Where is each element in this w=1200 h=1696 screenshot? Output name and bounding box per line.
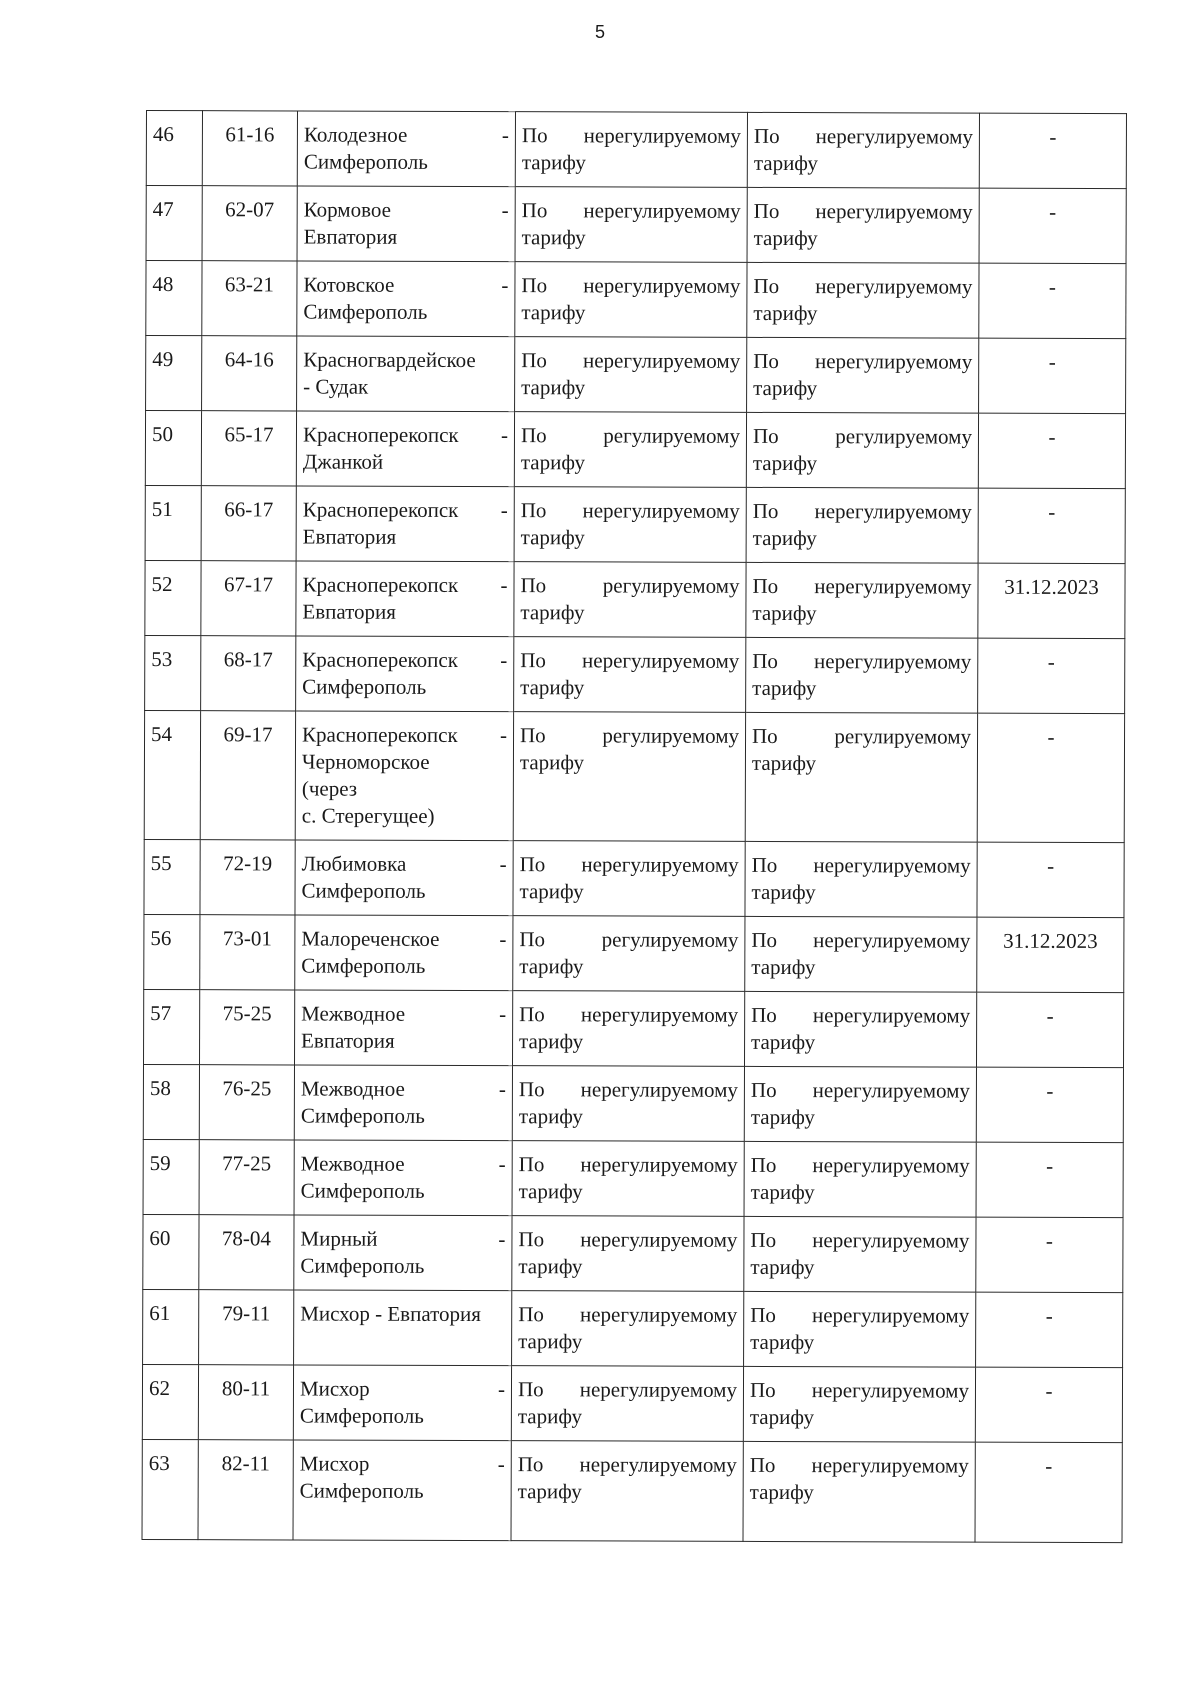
current-tariff-line: По нерегулируемому [520, 498, 740, 523]
current-tariff-line: По нерегулируемому [521, 123, 741, 148]
route-dash: - [501, 198, 509, 223]
route-start-point: Красноперекопск [302, 722, 458, 747]
route-name-cell [294, 1290, 512, 1366]
route-dash: - [500, 573, 508, 598]
route-register-number-cell: 62-07 [202, 186, 297, 261]
planned-tariff-cell [745, 841, 977, 917]
route-start-point: Мисхор - Евпатория [300, 1301, 481, 1327]
route-dash: - [497, 1452, 505, 1477]
planned-tariff-cell [743, 1441, 975, 1542]
route-start-point: Любимовка [301, 851, 407, 876]
planned-tariff-line: По нерегулируемому [751, 927, 971, 953]
change-date-cell: - [975, 1442, 1122, 1542]
route-start-point: Красноперекопск [302, 422, 459, 447]
planned-tariff-line: тарифу [750, 1254, 815, 1280]
route-register-number-cell: 80-11 [198, 1365, 293, 1440]
planned-tariff-line: тарифу [750, 1179, 815, 1205]
current-tariff-line: По регулируемому [520, 723, 740, 748]
table-row [145, 411, 1125, 489]
current-tariff-cell [515, 187, 747, 263]
row-number-cell: 62 [142, 1364, 198, 1439]
route-dash: - [500, 423, 509, 448]
change-date-cell: - [976, 992, 1123, 1067]
current-tariff-line: По нерегулируемому [518, 1227, 738, 1252]
table-row [142, 1364, 1122, 1442]
planned-tariff-line: По нерегулируемому [752, 648, 972, 674]
planned-tariff-line: тарифу [749, 1404, 815, 1430]
planned-tariff-cell [744, 1066, 976, 1142]
route-name-cell [296, 636, 514, 712]
current-tariff-line: тарифу [518, 1329, 583, 1354]
route-name-line [303, 271, 508, 299]
current-tariff-line: тарифу [518, 1254, 583, 1279]
route-dash: - [498, 1227, 506, 1252]
row-number-cell: 59 [143, 1139, 199, 1214]
planned-tariff-cell [747, 187, 979, 263]
current-tariff-cell [511, 1441, 743, 1542]
current-tariff-line: По нерегулируемому [518, 1302, 738, 1327]
change-date-cell: - [978, 638, 1125, 713]
route-register-number-cell: 82-11 [198, 1440, 293, 1540]
route-start-point: Межводное [300, 1151, 405, 1176]
route-end-point: Евпатория [301, 1028, 395, 1053]
current-tariff-line: По нерегулируемому [518, 1077, 738, 1102]
planned-tariff-line: тарифу [753, 150, 818, 176]
table-row [146, 186, 1126, 264]
current-tariff-line: По нерегулируемому [520, 648, 740, 673]
route-name-cell [294, 1140, 512, 1216]
route-start-point: Кормовое [303, 197, 392, 222]
current-tariff-line: тарифу [518, 1179, 583, 1204]
current-tariff-line: тарифу [519, 750, 585, 775]
row-number-cell: 53 [145, 635, 201, 710]
route-name-line [302, 571, 507, 599]
table-row [143, 1139, 1123, 1217]
route-end-point: Симферополь [302, 674, 427, 699]
planned-tariff-line: По нерегулируемому [749, 1452, 969, 1478]
current-tariff-line: По регулируемому [520, 423, 741, 448]
route-dash: - [498, 1152, 506, 1177]
current-tariff-line: тарифу [520, 675, 585, 700]
current-tariff-line: тарифу [521, 375, 586, 400]
route-dash: - [500, 723, 508, 748]
route-register-number-cell: 75-25 [200, 990, 295, 1065]
change-date-cell: - [976, 1142, 1123, 1217]
change-date-cell: - [979, 188, 1126, 263]
route-name-cell [296, 561, 514, 637]
route-dash: - [497, 1377, 506, 1402]
current-tariff-cell [514, 637, 746, 713]
planned-tariff-line: тарифу [749, 1479, 814, 1505]
current-tariff-line: тарифу [519, 879, 584, 904]
table-row [144, 989, 1124, 1067]
route-name-cell [295, 711, 513, 841]
route-end-point: Симферополь [299, 1403, 424, 1428]
planned-tariff-cell [745, 712, 977, 842]
current-tariff-line: тарифу [519, 1029, 584, 1054]
current-tariff-cell [512, 1141, 744, 1217]
route-name-line [300, 1300, 505, 1328]
current-tariff-line: По нерегулируемому [517, 1377, 738, 1402]
table-row [144, 914, 1124, 992]
routes-table-body [142, 111, 1126, 1543]
route-dash: - [499, 927, 507, 952]
current-tariff-line: тарифу [519, 954, 584, 979]
route-register-number-cell: 67-17 [201, 561, 296, 636]
route-start-point: Красногвардейское [303, 347, 476, 373]
planned-tariff-line: тарифу [750, 1329, 815, 1355]
current-tariff-cell [514, 412, 746, 488]
current-tariff-line: тарифу [521, 300, 586, 325]
route-start-point: Межводное [301, 1001, 406, 1026]
route-end-point: Евпатория [302, 599, 397, 624]
planned-tariff-cell [747, 112, 979, 188]
current-tariff-cell [515, 112, 747, 188]
route-dash [495, 1301, 505, 1328]
current-tariff-line: По регулируемому [519, 927, 739, 952]
route-end-point: Симферополь [303, 149, 428, 174]
row-number-cell: 48 [146, 261, 202, 336]
route-end-point: Симферополь [301, 953, 426, 978]
planned-tariff-line: тарифу [752, 525, 817, 551]
table-row [146, 111, 1126, 189]
route-name-cell [297, 336, 515, 412]
planned-tariff-cell [744, 991, 976, 1067]
planned-tariff-line: По регулируемому [751, 723, 972, 749]
route-name-cell [294, 1215, 512, 1291]
route-start-point: Мирный [300, 1226, 378, 1251]
route-end-point: Симферополь [301, 878, 426, 903]
row-number-cell: 46 [146, 111, 202, 186]
route-end-point: с. Стерегущее) [301, 803, 435, 828]
current-tariff-line: По нерегулируемому [521, 198, 741, 223]
route-dash: - [500, 648, 508, 673]
planned-tariff-cell [745, 916, 977, 992]
route-name-line [300, 1450, 505, 1478]
change-date-cell: - [977, 842, 1124, 917]
current-tariff-line: тарифу [521, 150, 586, 175]
current-tariff-cell [512, 1066, 744, 1142]
route-name-cell [296, 486, 514, 562]
row-number-cell: 49 [146, 336, 202, 411]
current-tariff-cell [512, 991, 744, 1067]
routes-table [142, 110, 1127, 1543]
change-date-cell: - [977, 713, 1124, 842]
row-number-cell: 57 [144, 989, 200, 1064]
current-tariff-line: тарифу [521, 225, 586, 250]
table-row [145, 635, 1125, 713]
current-tariff-line: По нерегулируемому [517, 1452, 737, 1477]
planned-tariff-line: тарифу [752, 675, 817, 701]
route-dash: - [501, 123, 509, 148]
table-row [144, 839, 1124, 917]
route-register-number-cell: 72-19 [200, 840, 295, 915]
route-name-line [303, 421, 508, 449]
current-tariff-cell [511, 1366, 743, 1442]
change-date-cell: - [975, 1367, 1122, 1442]
route-name-cell [297, 186, 515, 262]
route-start-point: Мисхор [299, 1376, 370, 1401]
route-register-number-cell: 78-04 [199, 1215, 294, 1290]
row-number-cell: 52 [145, 560, 201, 635]
current-tariff-cell [515, 337, 747, 413]
planned-tariff-cell [746, 412, 978, 488]
planned-tariff-line: тарифу [753, 375, 818, 401]
planned-tariff-line: По нерегулируемому [753, 348, 973, 374]
route-name-line [302, 721, 507, 749]
row-number-cell: 47 [146, 186, 202, 261]
route-register-number-cell: 79-11 [199, 1290, 294, 1365]
route-register-number-cell: 66-17 [201, 486, 296, 561]
planned-tariff-cell [743, 1366, 975, 1442]
route-start-point: Красноперекопск [302, 647, 458, 672]
route-name-line [304, 196, 509, 224]
route-name-cell [297, 261, 515, 337]
change-date-cell: - [976, 1217, 1123, 1292]
route-name-cell [293, 1440, 511, 1541]
route-name-line [303, 346, 508, 374]
planned-tariff-line: По нерегулируемому [750, 1152, 970, 1178]
row-number-cell: 63 [142, 1439, 198, 1539]
row-number-cell: 55 [144, 839, 200, 914]
route-start-point: Межводное [300, 1076, 405, 1101]
route-name-cell [296, 411, 514, 487]
change-date-cell: - [976, 1067, 1123, 1142]
planned-tariff-line: По нерегулируемому [752, 498, 972, 524]
route-end-point: Симферополь [300, 1103, 425, 1128]
planned-tariff-line: тарифу [753, 225, 818, 251]
planned-tariff-line: тарифу [751, 1029, 816, 1055]
route-name-cell [295, 915, 513, 991]
planned-tariff-line: тарифу [751, 954, 816, 980]
current-tariff-cell [513, 712, 745, 842]
planned-tariff-line: По нерегулируемому [749, 1377, 970, 1403]
change-date-cell: 31.12.2023 [977, 917, 1124, 992]
route-name-cell [295, 990, 513, 1066]
planned-tariff-cell [747, 337, 979, 413]
change-date-cell: - [978, 413, 1125, 488]
planned-tariff-line: По нерегулируемому [753, 198, 973, 224]
current-tariff-line: тарифу [518, 1104, 583, 1129]
table-row [145, 485, 1125, 563]
route-start-point: Красноперекопск [302, 572, 459, 597]
route-end-point: Евпатория [303, 224, 398, 249]
planned-tariff-cell [746, 487, 978, 563]
route-end-point: Симферополь [300, 1178, 425, 1203]
current-tariff-cell [512, 1216, 744, 1292]
current-tariff-cell [512, 1291, 744, 1367]
route-dash: - [499, 852, 507, 877]
route-name-cell [294, 1065, 512, 1141]
route-register-number-cell: 69-17 [200, 711, 295, 840]
current-tariff-line: тарифу [520, 525, 585, 550]
table-row [143, 1064, 1123, 1142]
table-row [143, 1214, 1123, 1292]
route-name-cell [297, 111, 515, 187]
route-end-point: Черноморское [301, 749, 430, 774]
current-tariff-line: По нерегулируемому [521, 273, 741, 298]
route-dash [498, 347, 508, 374]
route-end-point: - Судак [303, 374, 369, 399]
route-dash: - [500, 498, 508, 523]
current-tariff-line: тарифу [520, 450, 586, 475]
current-tariff-line: тарифу [520, 600, 585, 625]
change-date-cell: - [979, 263, 1126, 338]
planned-tariff-line: По нерегулируемому [751, 1002, 971, 1028]
route-register-number-cell: 63-21 [202, 261, 297, 336]
route-end-point: Симферополь [300, 1253, 425, 1278]
change-date-cell: - [978, 488, 1125, 563]
current-tariff-line: тарифу [517, 1404, 583, 1429]
planned-tariff-line: По нерегулируемому [750, 1227, 970, 1253]
row-number-cell: 60 [143, 1214, 199, 1289]
route-start-point: Малореченское [301, 926, 440, 951]
route-dash: - [499, 1002, 507, 1027]
route-name-cell [293, 1365, 511, 1441]
change-date-cell: - [976, 1292, 1123, 1367]
current-tariff-line: По нерегулируемому [519, 1002, 739, 1027]
current-tariff-cell [513, 841, 745, 917]
row-number-cell: 50 [145, 411, 201, 486]
route-name-line [300, 1225, 505, 1253]
planned-tariff-line: По нерегулируемому [751, 852, 971, 878]
route-name-cell [295, 840, 513, 916]
planned-tariff-cell [746, 562, 978, 638]
route-name-line [301, 1150, 506, 1178]
route-end-point: Евпатория [302, 524, 397, 549]
route-start-point: Красноперекопск [302, 497, 459, 522]
planned-tariff-cell [744, 1141, 976, 1217]
route-start-point: Мисхор [299, 1451, 370, 1476]
route-end-point: (через [301, 776, 358, 801]
route-name-line [303, 496, 508, 524]
route-name-line [301, 1075, 506, 1103]
route-end-point: Джанкой [302, 449, 384, 474]
current-tariff-line: По нерегулируемому [521, 348, 741, 373]
row-number-cell: 58 [143, 1064, 199, 1139]
planned-tariff-line: тарифу [751, 750, 817, 776]
route-name-line [301, 925, 506, 953]
planned-tariff-line: тарифу [752, 450, 818, 476]
route-register-number-cell: 76-25 [199, 1065, 294, 1140]
table-row [142, 1439, 1122, 1542]
route-dash: - [498, 1077, 506, 1102]
route-dash: - [501, 273, 509, 298]
current-tariff-cell [514, 562, 746, 638]
route-name-line [302, 646, 507, 674]
route-start-point: Колодезное [303, 122, 408, 147]
planned-tariff-cell [746, 637, 978, 713]
route-start-point: Котовское [303, 272, 395, 297]
page-number: 5 [594, 22, 605, 42]
current-tariff-line: По нерегулируемому [518, 1152, 738, 1177]
table-row [143, 1289, 1123, 1367]
route-end-point: Симферополь [299, 1478, 424, 1503]
current-tariff-line: тарифу [517, 1479, 582, 1504]
row-number-cell: 51 [145, 485, 201, 560]
planned-tariff-line: По нерегулируемому [753, 273, 973, 299]
table-row [144, 710, 1124, 842]
planned-tariff-line: тарифу [751, 879, 816, 905]
route-end-point: Симферополь [303, 299, 428, 324]
row-number-cell: 61 [143, 1289, 199, 1364]
route-register-number-cell: 65-17 [201, 411, 296, 486]
planned-tariff-line: По нерегулируемому [750, 1077, 970, 1103]
current-tariff-cell [514, 487, 746, 563]
planned-tariff-cell [744, 1216, 976, 1292]
row-number-cell: 56 [144, 914, 200, 989]
route-name-line [301, 1000, 506, 1028]
current-tariff-line: По нерегулируемому [519, 852, 739, 877]
current-tariff-cell [513, 916, 745, 992]
planned-tariff-line: По нерегулируемому [750, 1302, 970, 1328]
planned-tariff-line: тарифу [752, 600, 817, 626]
change-date-cell: - [979, 113, 1126, 188]
planned-tariff-line: По регулируемому [752, 423, 973, 449]
table-row [145, 560, 1125, 638]
route-name-line [304, 121, 509, 149]
route-register-number-cell: 77-25 [199, 1140, 294, 1215]
table-row [146, 336, 1126, 414]
row-number-cell: 54 [144, 710, 200, 839]
planned-tariff-cell [747, 262, 979, 338]
planned-tariff-cell [744, 1291, 976, 1367]
table-row [146, 261, 1126, 339]
planned-tariff-line: тарифу [753, 300, 818, 326]
route-register-number-cell: 68-17 [201, 636, 296, 711]
current-tariff-cell [515, 262, 747, 338]
change-date-cell: - [979, 338, 1126, 413]
current-tariff-line: По регулируемому [520, 573, 740, 598]
planned-tariff-line: тарифу [750, 1104, 815, 1130]
planned-tariff-line: По нерегулируемому [752, 573, 972, 599]
change-date-cell: 31.12.2023 [978, 563, 1125, 638]
route-register-number-cell: 64-16 [202, 336, 297, 411]
route-name-line [300, 1375, 505, 1403]
planned-tariff-line: По нерегулируемому [753, 123, 973, 149]
route-register-number-cell: 61-16 [202, 111, 297, 186]
route-register-number-cell: 73-01 [200, 915, 295, 990]
route-name-line [302, 850, 507, 878]
